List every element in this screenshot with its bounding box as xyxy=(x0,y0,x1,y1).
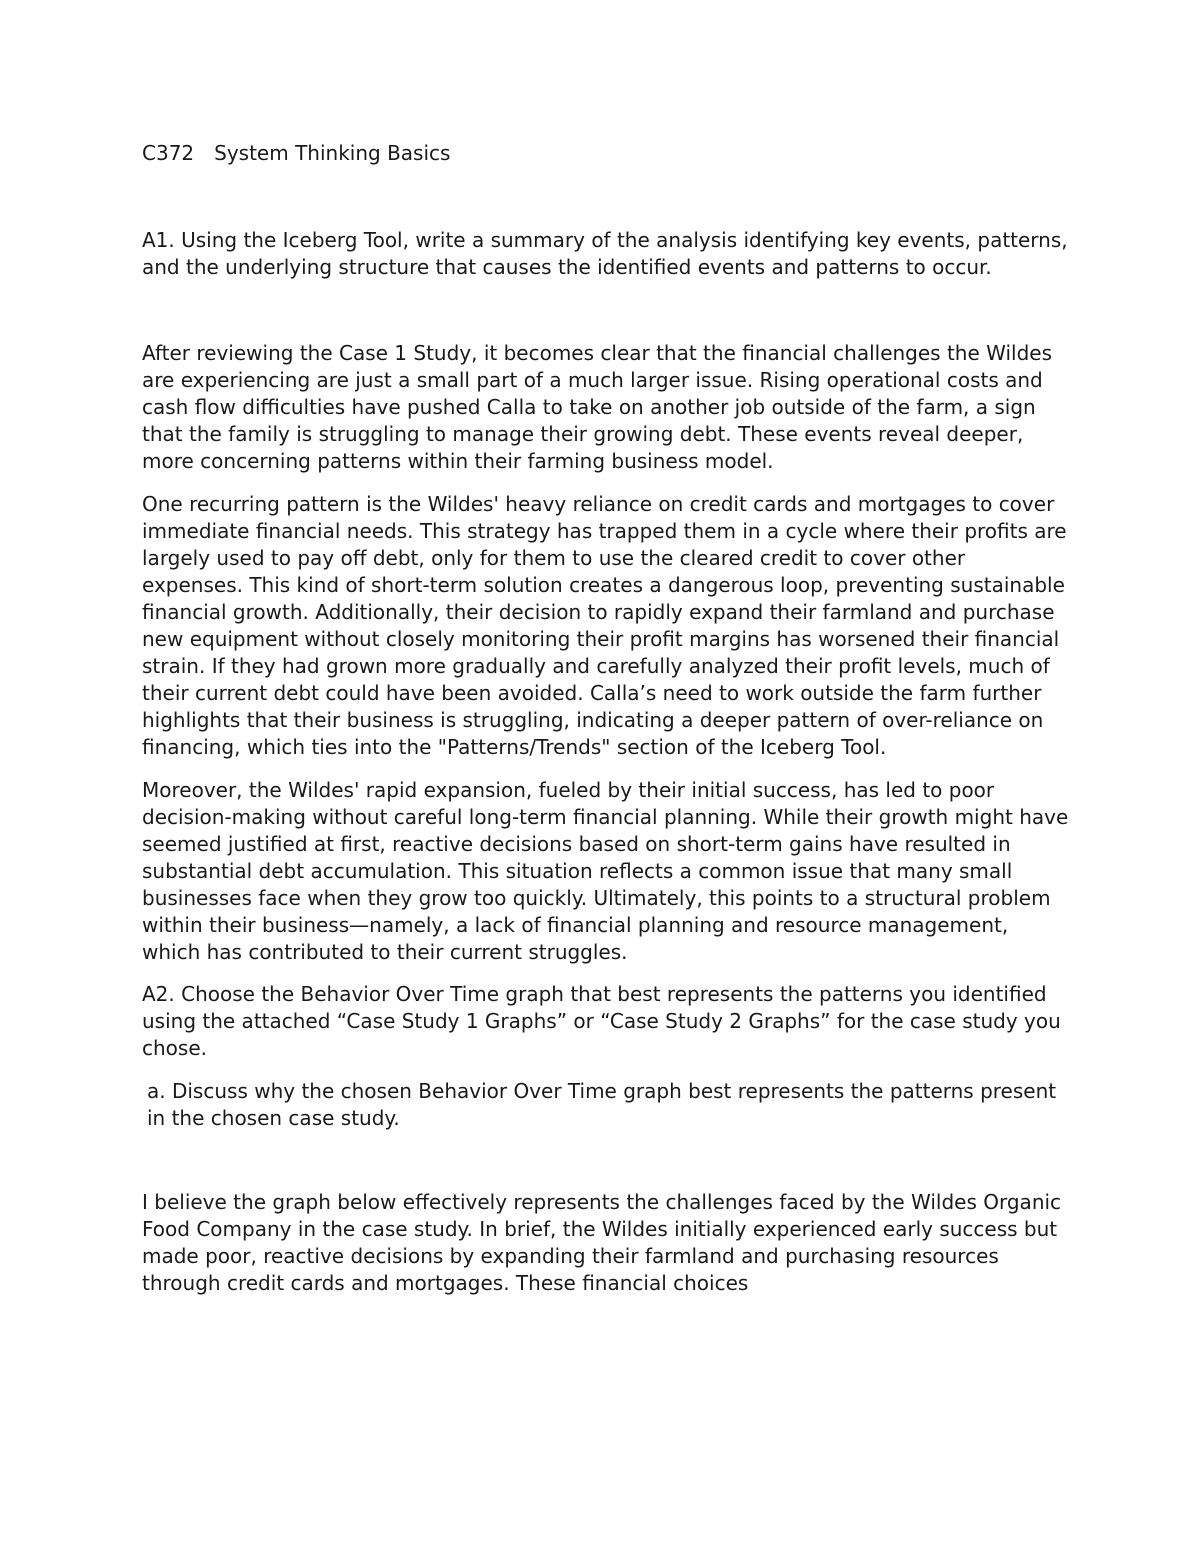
course-title: System Thinking Basics xyxy=(214,141,451,165)
document-title xyxy=(142,140,1072,167)
prompt-a2-subquestion: a. Discuss why the chosen Behavior Over Time graph best represents the patterns present in the chosen case study. xyxy=(147,1079,1057,1130)
answer-a1-paragraph-1: After reviewing the Case 1 Study, it becomes clear that the financial challenges the Wildes are experiencing are just a small part of a much larger issue. Rising operational costs and cash flow difficulties have pushed Calla to take on another job outside of the farm, a sign that the family is struggling to manage their growing debt. These events reveal deeper, more concerning patterns within their farming business model. xyxy=(142,341,1053,473)
prompt-a2: A2. Choose the Behavior Over Time graph that best represents the patterns you identified using the attached “Case Study 1 Graphs” or “Case Study 2 Graphs” for the case study you chose. xyxy=(142,982,1061,1060)
course-code: C372 xyxy=(142,141,195,165)
answer-a2-paragraph: I believe the graph below effectively represents the challenges faced by the Wildes Organic Food Company in the case study. In brief, the Wildes initially experienced early success but made poor, reactive decisions by expanding their farmland and purchasing resources through credit cards and mortgages. These financial choices xyxy=(142,1190,1062,1295)
answer-a1-paragraph-2: One recurring pattern is the Wildes' heavy reliance on credit cards and mortgages to cover immediate financial needs. This strategy has trapped them in a cycle where their profits are largely used to pay off debt, only for them to use the cleared credit to cover other expenses. This kind of short-term solution creates a dangerous loop, preventing sustainable financial growth. Additionally, their decision to rapidly expand their farmland and purchase new equipment without closely monitoring their profit margins has worsened their financial strain. If they had grown more gradually and carefully analyzed their profit levels, much of their current debt could have been avoided. Calla’s need to work outside the farm further highlights that their business is struggling, indicating a deeper pattern of over-reliance on financing, which ties into the "Patterns/Trends" section of the Iceberg Tool. xyxy=(142,492,1067,759)
prompt-a1: A1. Using the Iceberg Tool, write a summary of the analysis identifying key events, patterns, and the underlying structure that causes the identified events and patterns to occur. xyxy=(142,228,1068,279)
answer-a1-paragraph-3: Moreover, the Wildes' rapid expansion, fueled by their initial success, has led to poor decision-making without careful long-term financial planning. While their growth might have seemed justified at first, reactive decisions based on short-term gains have resulted in substantial debt accumulation. This situation reflects a common issue that many small businesses face when they grow too quickly. Ultimately, this points to a structural problem within their business—namely, a lack of financial planning and resource management, which has contributed to their current struggles. xyxy=(142,778,1069,964)
document-body xyxy=(142,140,1072,1297)
